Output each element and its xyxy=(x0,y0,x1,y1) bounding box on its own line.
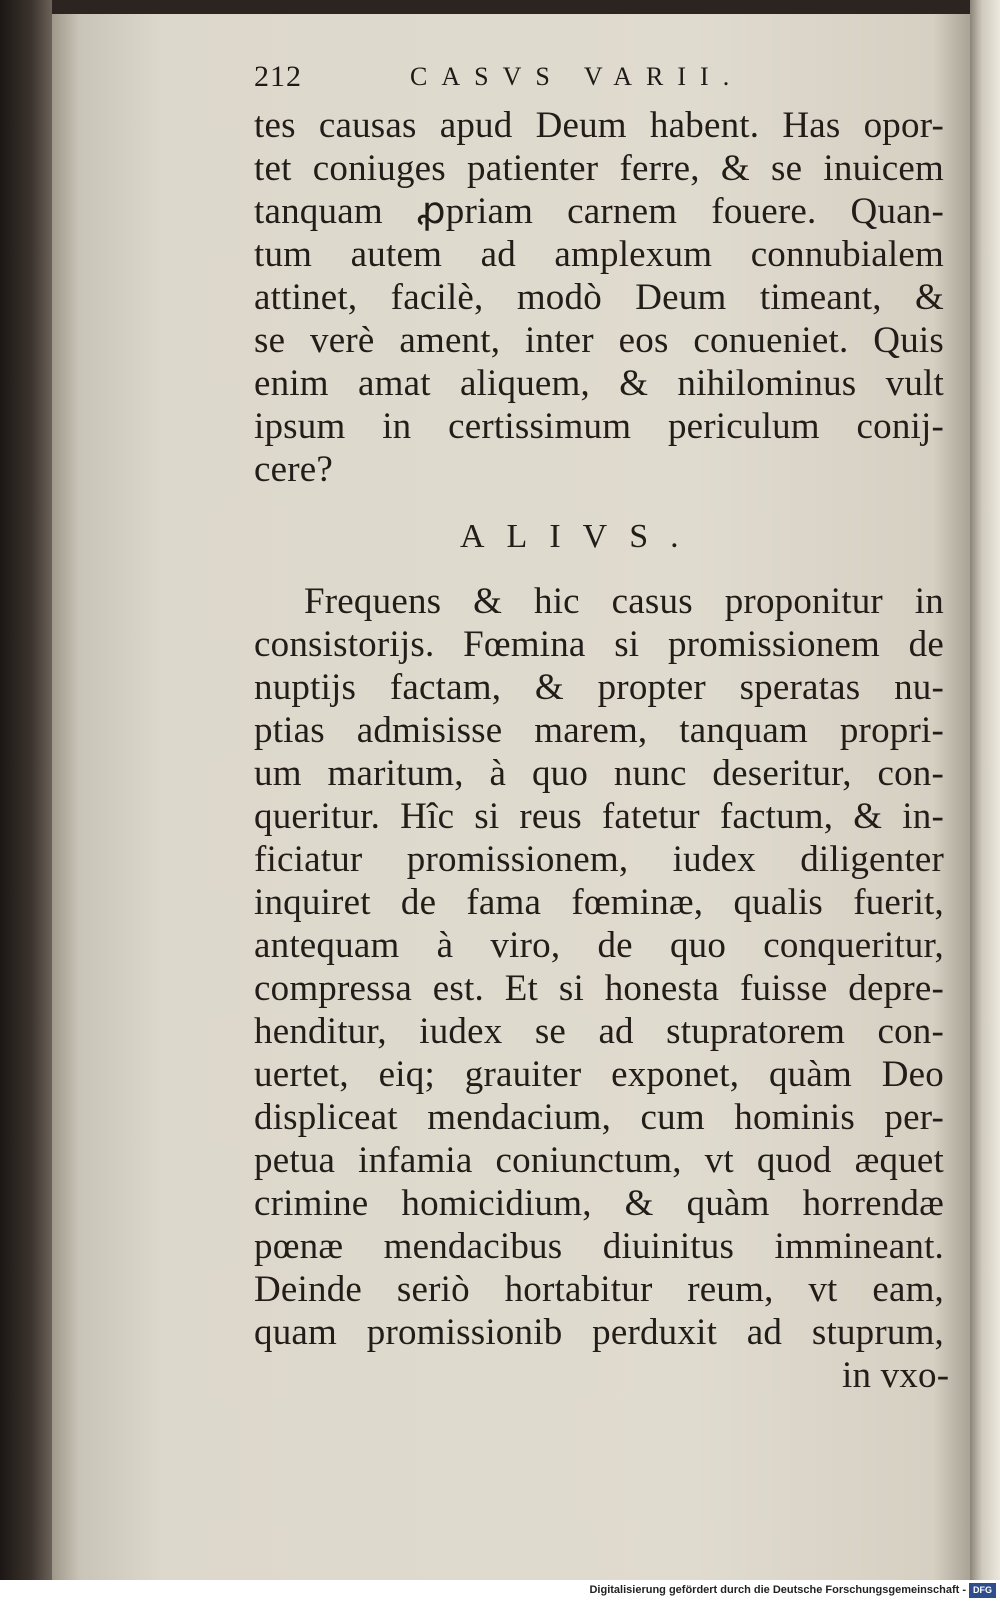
text-line: tes causas apud Deum habent. Has opor- xyxy=(254,105,944,146)
text-line: tum autem ad amplexum connubialem xyxy=(254,234,944,275)
page-header xyxy=(254,60,954,100)
text-line: uertet, eiq; grauiter exponet, quàm Deo xyxy=(254,1054,944,1095)
text-line: Deinde seriò hortabitur reum, vt eam, xyxy=(254,1269,944,1310)
page-number: 212 xyxy=(254,60,302,93)
text-line: Frequens & hic casus proponitur in xyxy=(304,581,944,622)
text-line: inquiret de fama fœminæ, qualis fuerit, xyxy=(254,882,944,923)
text-line: quam promissionib perduxit ad stuprum, xyxy=(254,1312,944,1353)
text-line: compressa est. Et si honesta fuisse depre- xyxy=(254,968,944,1009)
text-line: attinet, facilè, modò Deum timeant, & xyxy=(254,277,944,318)
text-line: henditur, iudex se ad stupratorem con- xyxy=(254,1011,944,1052)
text-line: displiceat mendacium, cum hominis per- xyxy=(254,1097,944,1138)
text-line: pœnæ mendacibus diuinitus immineant. xyxy=(254,1226,944,1267)
text-line: ficiatur promissionem, iudex diligenter xyxy=(254,839,944,880)
text-line: cere? xyxy=(254,449,334,490)
text-line: um maritum, à quo nunc deseritur, con- xyxy=(254,753,944,794)
text-line: tet coniuges patienter ferre, & se inuicem xyxy=(254,148,944,189)
text-line: tanquam ꝓpriam carnem fouere. Quan- xyxy=(254,191,944,232)
catchword: in vxo- xyxy=(842,1355,950,1396)
funding-credit: Digitalisierung gefördert durch die Deutsche Forschungsgemeinschaft - xyxy=(589,1584,966,1596)
text-line: ipsum in certissimum periculum conij- xyxy=(254,406,944,447)
page-edge-right xyxy=(970,0,1000,1580)
text-line: nuptijs factam, & propter speratas nu- xyxy=(254,667,944,708)
text-line: se verè ament, inter eos conueniet. Quis xyxy=(254,320,944,361)
text-line: crimine homicidium, & quàm horrendæ xyxy=(254,1183,944,1224)
digitization-footer xyxy=(0,1580,1000,1605)
text-line: enim amat aliquem, & nihilominus vult xyxy=(254,363,944,404)
section-heading: ALIVS. xyxy=(460,518,701,555)
text-line: consistorijs. Fœmina si promissionem de xyxy=(254,624,944,665)
book-gutter-left xyxy=(0,0,52,1580)
text-line: petua infamia coniunctum, vt quod æquet xyxy=(254,1140,944,1181)
scan-border-top xyxy=(0,0,1000,14)
running-head: CASVS VARII. xyxy=(410,62,744,91)
dfg-logo-icon: DFG xyxy=(969,1583,996,1598)
text-line: antequam à viro, de quo conqueritur, xyxy=(254,925,944,966)
text-line: ptias admisisse marem, tanquam propri- xyxy=(254,710,944,751)
text-line: queritur. Hîc si reus fatetur factum, & in- xyxy=(254,796,944,837)
